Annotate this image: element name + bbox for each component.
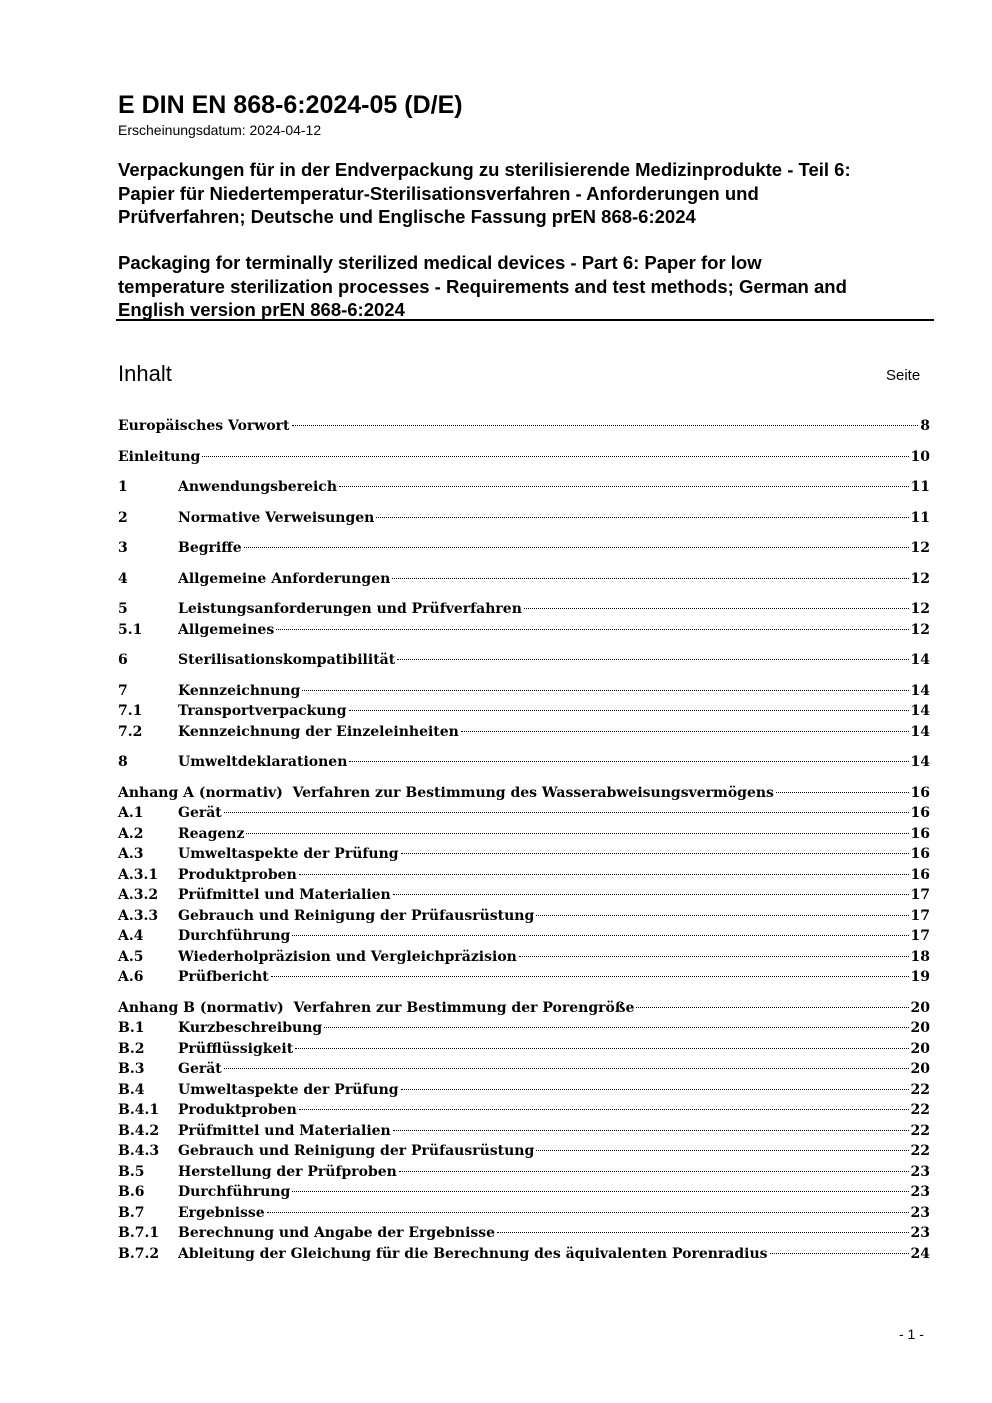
toc-entry-title: Durchführung	[178, 928, 291, 944]
toc-leader-dots	[536, 915, 908, 916]
toc-entry-number: 6	[118, 652, 128, 668]
toc-entry[interactable]	[118, 1100, 930, 1121]
toc-entry-number: B.1	[118, 1020, 145, 1036]
toc-entry-number: A.5	[118, 948, 144, 965]
toc-entry-page: 22	[910, 1122, 930, 1139]
toc-entry[interactable]	[118, 650, 930, 671]
toc-leader-dots	[244, 547, 909, 548]
toc-entry-title: Ergebnisse	[178, 1204, 265, 1221]
title-divider	[116, 319, 934, 321]
toc-entry[interactable]	[118, 538, 930, 559]
toc-entry-number: 4	[118, 570, 128, 587]
toc-entry[interactable]	[118, 1182, 930, 1203]
page-number: - 1 -	[899, 1326, 924, 1342]
toc-entry[interactable]	[118, 1223, 930, 1244]
toc-entry-title: Produktproben	[178, 1102, 297, 1118]
toc-entry-page: 14	[910, 703, 930, 719]
toc-heading: Inhalt	[118, 361, 172, 386]
toc-entry-title: Prüfmittel und Materialien	[178, 1122, 391, 1139]
toc-leader-dots	[292, 425, 919, 426]
toc-entry-number: 2	[118, 509, 128, 526]
toc-entry-page: 23	[910, 1163, 930, 1180]
toc-entry-number: 5	[118, 601, 128, 617]
toc-entry-title: Begriffe	[178, 540, 242, 556]
toc-entry-page: 17	[910, 907, 930, 924]
toc-entry[interactable]	[118, 1141, 930, 1162]
toc-leader-dots	[397, 659, 908, 660]
toc-entry-page: 16	[910, 825, 930, 842]
toc-entry-page: 17	[910, 928, 930, 944]
toc-entry-page: 20	[910, 1020, 930, 1036]
toc-entry-number: A.3.1	[118, 866, 159, 883]
toc-entry-number: 1	[118, 479, 128, 495]
toc-entry-page: 22	[910, 1143, 930, 1159]
toc-entry[interactable]	[118, 865, 930, 886]
toc-entry-title: Prüfflüssigkeit	[178, 1040, 294, 1057]
toc-entry-title: Allgemeines	[178, 621, 275, 638]
toc-entry-title: Durchführung	[178, 1184, 291, 1200]
toc-entry-title: Produktproben	[178, 866, 297, 883]
toc-leader-dots	[461, 731, 909, 732]
toc-entry[interactable]	[118, 947, 930, 968]
toc-entry[interactable]	[118, 967, 930, 988]
toc-entry-title: Umweltaspekte der Prüfung	[178, 846, 399, 862]
toc-leader-dots	[299, 1109, 909, 1110]
toc-leader-dots	[339, 486, 909, 487]
toc-leader-dots	[776, 792, 909, 793]
toc-entry-title: Prüfbericht	[178, 969, 269, 985]
toc-entry-number: 7.2	[118, 723, 143, 740]
toc-entry-page: 16	[910, 846, 930, 862]
toc-leader-dots	[401, 1089, 909, 1090]
toc-entry[interactable]	[118, 1018, 930, 1039]
toc-entry-title: Reagenz	[178, 825, 245, 842]
toc-entry-number: 7	[118, 682, 128, 699]
title-english-line: Packaging for terminally sterilized medical devices - Part 6: Paper for low	[118, 252, 762, 273]
toc-entry-title: Gerät	[178, 805, 222, 821]
toc-entry[interactable]	[118, 1080, 930, 1101]
toc-entry[interactable]	[118, 824, 930, 845]
toc-entry-page: 14	[910, 682, 930, 699]
toc-entry-number: 3	[118, 540, 128, 556]
toc-entry-title: Berechnung und Angabe der Ergebnisse	[178, 1225, 496, 1241]
toc-entry-page: 16	[910, 784, 930, 801]
toc-entry-title: Wiederholpräzision und Vergleichpräzision	[178, 948, 517, 965]
toc-entry-number: B.7.1	[118, 1225, 160, 1241]
toc-entry-number: A.3	[118, 846, 144, 862]
toc-leader-dots	[497, 1232, 908, 1233]
toc-entry-page: 23	[910, 1204, 930, 1221]
toc-leader-dots	[224, 812, 909, 813]
toc-leader-dots	[202, 456, 908, 457]
toc-entry[interactable]	[118, 1121, 930, 1142]
toc-leader-dots	[399, 1171, 909, 1172]
toc-entry-page: 22	[910, 1081, 930, 1098]
toc-entry-page: 24	[910, 1245, 930, 1262]
toc-entry[interactable]	[118, 701, 930, 722]
toc-leader-dots	[393, 894, 909, 895]
toc-entry-number: B.4	[118, 1081, 145, 1098]
title-english	[118, 251, 934, 322]
toc-entry-number: A.3.2	[118, 887, 159, 903]
toc-entry[interactable]	[118, 508, 930, 529]
toc-entry-page: 20	[910, 999, 930, 1016]
toc-entry-number: A.2	[118, 825, 144, 842]
toc-entry-title: Kennzeichnung	[178, 682, 301, 699]
toc-entry-title: Kennzeichnung der Einzeleinheiten	[178, 723, 459, 740]
toc-leader-dots	[224, 1068, 909, 1069]
toc-entry-title: Normative Verweisungen	[178, 509, 375, 526]
document-id: E DIN EN 868-6:2024-05 (D/E)	[118, 91, 463, 119]
toc-entry-title: Prüfmittel und Materialien	[178, 887, 391, 903]
toc-entry-title: Transportverpackung	[178, 703, 347, 719]
toc-leader-dots	[524, 608, 909, 609]
toc-leader-dots	[299, 874, 909, 875]
toc-entry-title: Anhang B (normativ) Verfahren zur Bestimmung der Porengröße	[118, 999, 635, 1016]
toc-entry[interactable]	[118, 447, 930, 468]
toc-entry[interactable]	[118, 998, 930, 1019]
toc-entry[interactable]	[118, 844, 930, 865]
toc-leader-dots	[770, 1253, 909, 1254]
toc-entry-title: Europäisches Vorwort	[118, 418, 290, 434]
toc-entry-number: A.4	[118, 928, 144, 944]
toc-entry-title: Umweltaspekte der Prüfung	[178, 1081, 399, 1098]
toc-entry-title: Allgemeine Anforderungen	[178, 570, 391, 587]
toc-entry-page: 12	[910, 601, 930, 617]
toc-entry-page: 16	[910, 805, 930, 821]
toc-entry-page: 8	[920, 418, 930, 434]
toc-entry-title: Sterilisationskompatibilität	[178, 652, 396, 668]
toc-leader-dots	[324, 1027, 908, 1028]
toc-entry-page: 20	[910, 1040, 930, 1057]
toc-entry-number: B.4.2	[118, 1122, 160, 1139]
toc-entry-title: Gerät	[178, 1061, 222, 1077]
toc-entry-title: Gebrauch und Reinigung der Prüfausrüstung	[178, 907, 535, 924]
toc-leader-dots	[267, 1212, 909, 1213]
toc-entry-title: Kurzbeschreibung	[178, 1020, 323, 1036]
toc-leader-dots	[246, 833, 908, 834]
toc-entry[interactable]	[118, 569, 930, 590]
toc-leader-dots	[536, 1150, 908, 1151]
toc-entry-page: 11	[910, 479, 930, 495]
toc-leader-dots	[295, 1048, 908, 1049]
toc-entry[interactable]	[118, 416, 930, 437]
toc-entry[interactable]	[118, 681, 930, 702]
toc-entry[interactable]	[118, 1039, 930, 1060]
toc-entry-number: B.2	[118, 1040, 145, 1057]
title-german-line: Verpackungen für in der Endverpackung zu sterilisierende Medizinprodukte - Teil 6:	[118, 159, 851, 180]
toc-entry-page: 22	[910, 1102, 930, 1118]
toc-entry-title: Ableitung der Gleichung für die Berechnung des äquivalenten Porenradius	[178, 1245, 768, 1262]
title-english-line: English version prEN 868-6:2024	[118, 299, 405, 320]
toc-entry-page: 18	[910, 948, 930, 965]
toc-entry-page: 23	[910, 1225, 930, 1241]
toc-entry[interactable]	[118, 906, 930, 927]
toc-leader-dots	[401, 853, 909, 854]
toc-entry-page: 19	[910, 969, 930, 985]
toc-entry-page: 17	[910, 887, 930, 903]
toc-leader-dots	[292, 935, 908, 936]
toc-entry[interactable]	[118, 803, 930, 824]
toc-entry-title: Anwendungsbereich	[178, 479, 337, 495]
toc-entry[interactable]	[118, 599, 930, 620]
toc-entry-page: 20	[910, 1061, 930, 1077]
toc-entry[interactable]	[118, 620, 930, 641]
toc-leader-dots	[349, 710, 909, 711]
toc-entry[interactable]	[118, 926, 930, 947]
title-german-line: Papier für Niedertemperatur-Sterilisationsverfahren - Anforderungen und	[118, 182, 759, 204]
toc-leader-dots	[636, 1007, 908, 1008]
toc-entry-number: 8	[118, 754, 128, 770]
toc-entry[interactable]	[118, 752, 930, 773]
toc-entry-page: 14	[910, 652, 930, 668]
toc-entry-page: 23	[910, 1184, 930, 1200]
toc-entry-number: A.3.3	[118, 907, 159, 924]
title-german-line: Prüfverfahren; Deutsche und Englische Fassung prEN 868-6:2024	[118, 206, 696, 227]
toc-entry-number: B.6	[118, 1184, 145, 1200]
toc-entry-title: Anhang A (normativ) Verfahren zur Bestimmung des Wasserabweisungsvermögens	[118, 784, 774, 801]
issue-date: Erscheinungsdatum: 2024-04-12	[118, 122, 322, 138]
toc-entry-number: B.4.3	[118, 1143, 160, 1159]
toc-entry-number: 5.1	[118, 621, 143, 638]
toc-leader-dots	[349, 761, 908, 762]
toc-entry-title: Herstellung der Prüfproben	[178, 1163, 397, 1180]
toc-entry-number: B.7	[118, 1204, 145, 1221]
toc-entry[interactable]	[118, 885, 930, 906]
toc-leader-dots	[393, 1130, 909, 1131]
toc-entry[interactable]	[118, 783, 930, 804]
toc-entry-page: 11	[910, 509, 930, 526]
toc-entry[interactable]	[118, 1244, 930, 1265]
toc-entry-number: A.1	[118, 805, 144, 821]
toc-entry[interactable]	[118, 1203, 930, 1224]
table-of-contents	[118, 416, 930, 1264]
title-german	[118, 158, 934, 229]
toc-entry-title: Gebrauch und Reinigung der Prüfausrüstung	[178, 1143, 535, 1159]
toc-entry[interactable]	[118, 722, 930, 743]
toc-leader-dots	[302, 690, 908, 691]
toc-entry-page: 16	[910, 866, 930, 883]
toc-entry-page: 12	[910, 540, 930, 556]
toc-entry[interactable]	[118, 1059, 930, 1080]
toc-entry-number: B.5	[118, 1163, 145, 1180]
toc-leader-dots	[276, 629, 908, 630]
toc-entry-title: Einleitung	[118, 448, 201, 465]
toc-leader-dots	[376, 517, 908, 518]
toc-entry-number: B.4.1	[118, 1102, 160, 1118]
toc-entry-number: B.3	[118, 1061, 145, 1077]
toc-entry-number: 7.1	[118, 703, 143, 719]
toc-page-label: Seite	[886, 367, 921, 384]
toc-entry-title: Umweltdeklarationen	[178, 754, 348, 770]
toc-entry-page: 12	[910, 621, 930, 638]
toc-entry-title: Leistungsanforderungen und Prüfverfahren	[178, 601, 522, 617]
toc-entry-page: 10	[910, 448, 930, 465]
toc-entry-number: B.7.2	[118, 1245, 160, 1262]
toc-entry-page: 14	[910, 723, 930, 740]
toc-leader-dots	[271, 976, 909, 977]
toc-entry-number: A.6	[118, 969, 144, 985]
toc-leader-dots	[292, 1191, 908, 1192]
toc-entry-page: 12	[910, 570, 930, 587]
toc-entry-page: 14	[910, 754, 930, 770]
toc-entry[interactable]	[118, 477, 930, 498]
toc-leader-dots	[392, 578, 908, 579]
toc-leader-dots	[519, 956, 909, 957]
title-english-line: temperature sterilization processes - Requirements and test methods; German and	[118, 275, 847, 297]
toc-entry[interactable]	[118, 1162, 930, 1183]
